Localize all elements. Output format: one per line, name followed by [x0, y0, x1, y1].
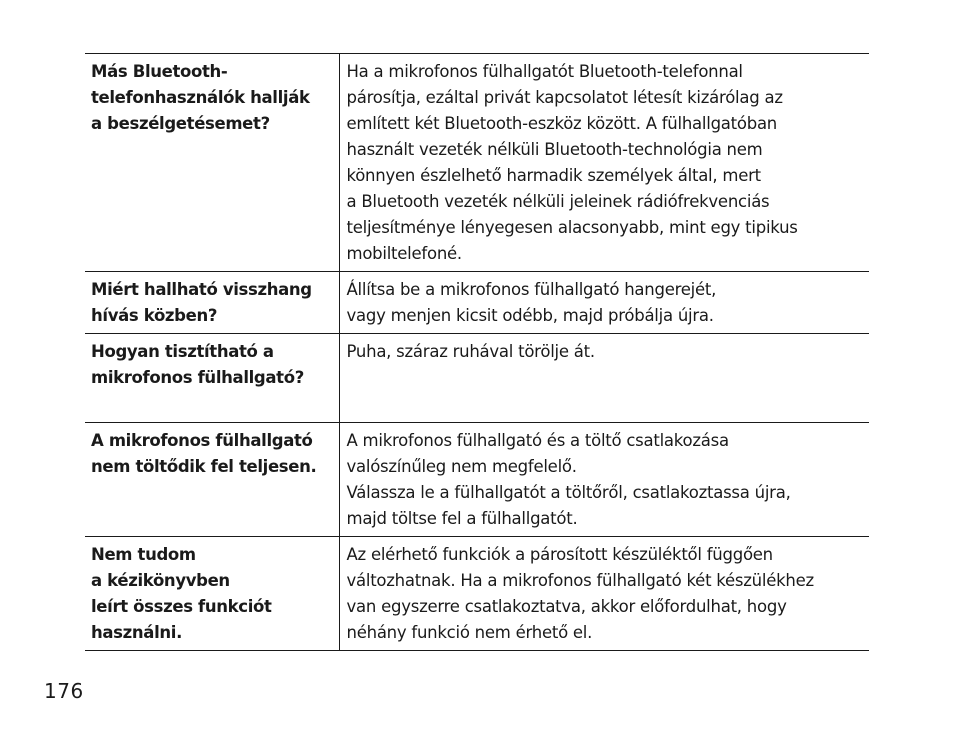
question-line: leírt összes funkciót — [91, 597, 272, 616]
faq-row — [85, 54, 869, 272]
answer-line: vagy menjen kicsit odébb, majd próbálja újra. — [346, 306, 714, 325]
question-line: használni. — [91, 623, 183, 642]
question-line: telefonhasználók hallják — [91, 88, 310, 107]
faq-question — [85, 423, 339, 537]
answer-line: használt vezeték nélküli Bluetooth-technológia nem — [346, 140, 763, 159]
question-line: mikrofonos fülhallgató? — [91, 368, 304, 387]
question-line: A mikrofonos fülhallgató — [91, 431, 313, 450]
answer-line: Ha a mikrofonos fülhallgatót Bluetooth-telefonnal — [346, 62, 743, 81]
answer-line: Puha, száraz ruhával törölje át. — [346, 342, 595, 361]
faq-question — [85, 54, 339, 272]
answer-line: Az elérhető funkciók a párosított készüléktől függően — [346, 545, 773, 564]
answer-line: teljesítménye lényegesen alacsonyabb, mint egy tipikus — [346, 218, 798, 237]
answer-line: Válassza le a fülhallgatót a töltőről, csatlakoztassa újra, — [346, 483, 791, 502]
question-line: hívás közben? — [91, 306, 218, 325]
answer-line: párosítja, ezáltal privát kapcsolatot létesít kizárólag az — [346, 88, 783, 107]
faq-row — [85, 334, 869, 423]
faq-question — [85, 334, 339, 423]
question-line: Nem tudom — [91, 545, 196, 564]
faq-answer — [339, 272, 869, 334]
answer-line: néhány funkció nem érhető el. — [346, 623, 593, 642]
answer-line: változhatnak. Ha a mikrofonos fülhallgató két készülékhez — [346, 571, 814, 590]
question-line: a kézikönyvben — [91, 571, 230, 590]
faq-row — [85, 537, 869, 651]
question-line: Miért hallható visszhang — [91, 280, 312, 299]
faq-table — [85, 53, 869, 651]
page-number: 176 — [44, 679, 84, 703]
faq-answer — [339, 334, 869, 423]
faq-answer — [339, 537, 869, 651]
faq-answer — [339, 54, 869, 272]
faq-row — [85, 423, 869, 537]
faq-question — [85, 272, 339, 334]
answer-line: valószínűleg nem megfelelő. — [346, 457, 577, 476]
answer-line: könnyen észlelhető harmadik személyek által, mert — [346, 166, 761, 185]
question-line: Más Bluetooth- — [91, 62, 228, 81]
question-line: Hogyan tisztítható a — [91, 342, 274, 361]
faq-row — [85, 272, 869, 334]
answer-line: A mikrofonos fülhallgató és a töltő csatlakozása — [346, 431, 729, 450]
answer-line: majd töltse fel a fülhallgatót. — [346, 509, 578, 528]
faq-answer — [339, 423, 869, 537]
answer-line: mobiltelefoné. — [346, 244, 462, 263]
answer-line: Állítsa be a mikrofonos fülhallgató hangerejét, — [346, 280, 717, 299]
answer-line: a Bluetooth vezeték nélküli jeleinek rádiófrekvenciás — [346, 192, 770, 211]
faq-question — [85, 537, 339, 651]
question-line: nem töltődik fel teljesen. — [91, 457, 317, 476]
answer-line: van egyszerre csatlakoztatva, akkor előfordulhat, hogy — [346, 597, 787, 616]
question-line: a beszélgetésemet? — [91, 114, 270, 133]
answer-line: említett két Bluetooth-eszköz között. A fülhallgatóban — [346, 114, 778, 133]
